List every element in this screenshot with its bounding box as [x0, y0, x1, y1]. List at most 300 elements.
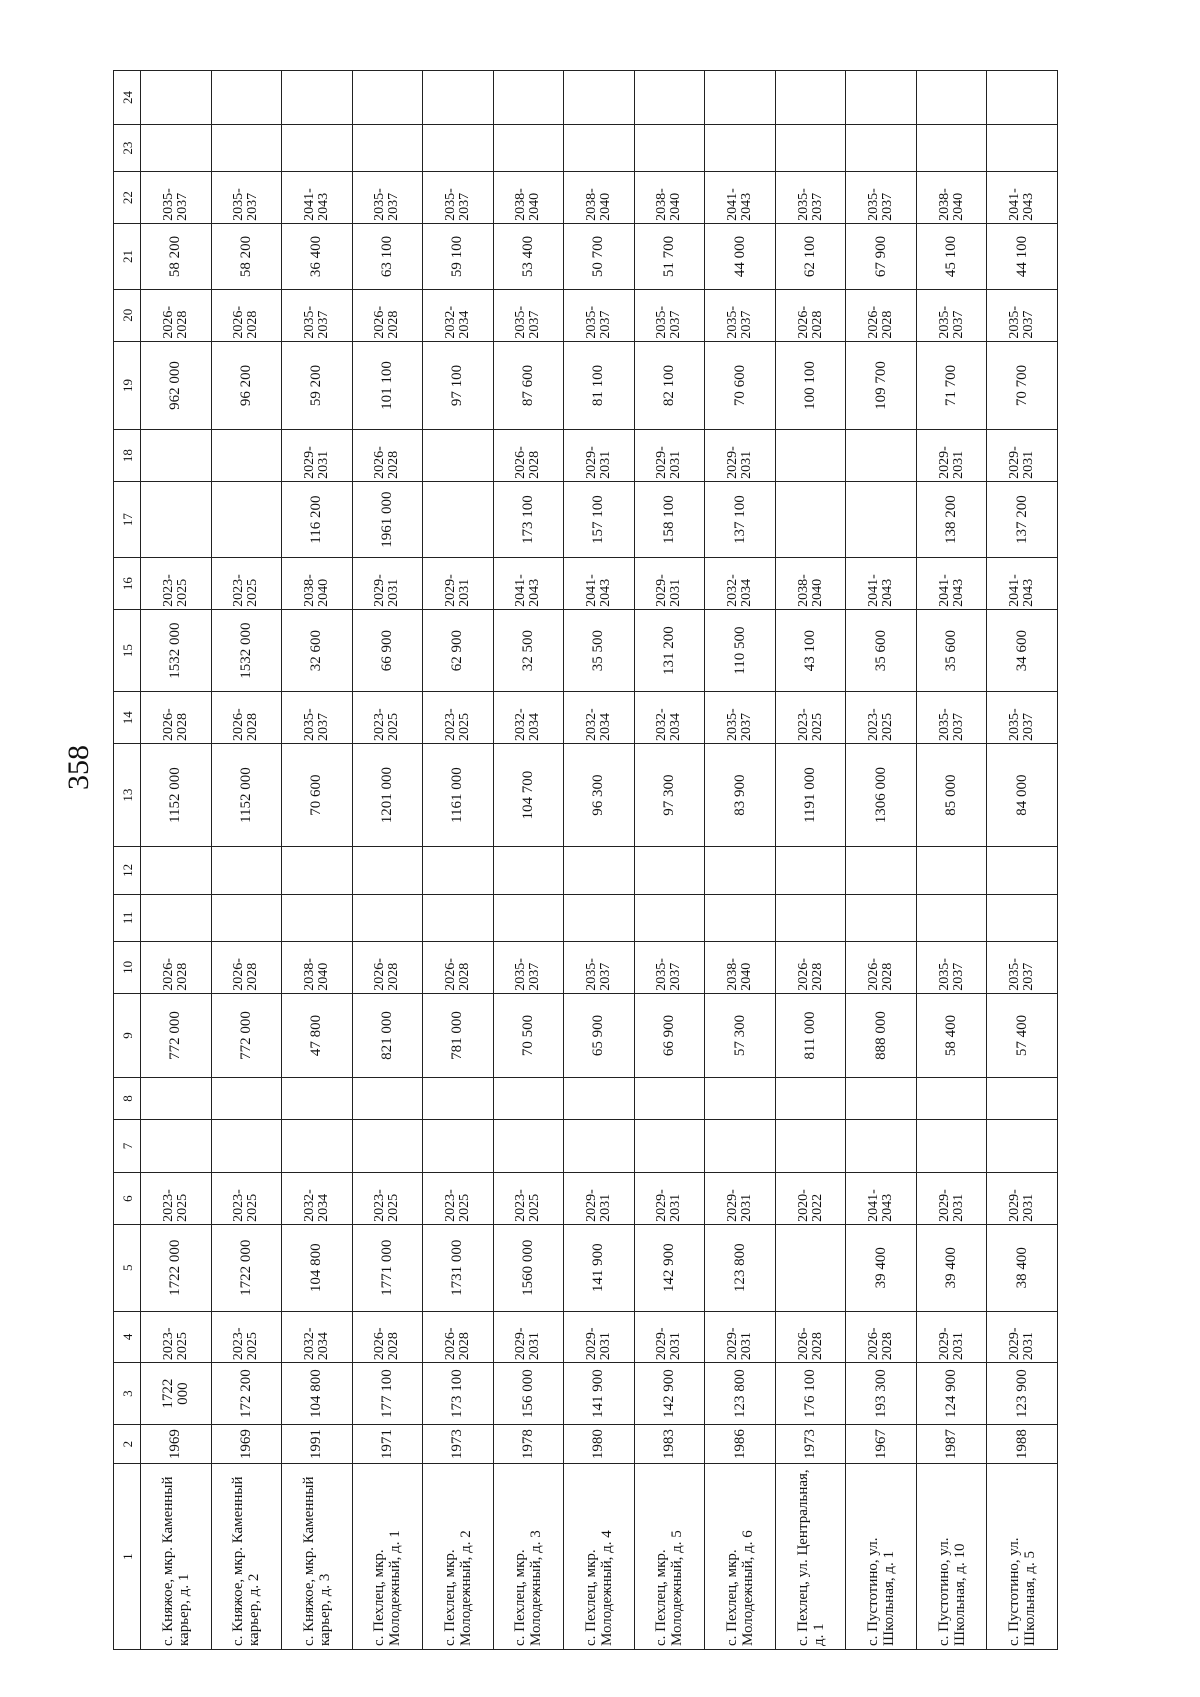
value-cell — [634, 1119, 705, 1173]
value-cell — [141, 1119, 212, 1173]
period-cell: 2029-2031 — [564, 430, 635, 482]
table-row — [423, 71, 494, 1650]
value-cell — [493, 71, 564, 125]
value-cell — [775, 481, 846, 557]
table-row — [634, 71, 705, 1650]
value-cell — [634, 124, 705, 171]
value-cell — [846, 1119, 917, 1173]
value-cell: 1978 — [493, 1425, 564, 1464]
value-cell — [282, 71, 353, 125]
value-cell — [987, 124, 1058, 171]
value-cell: 58 200 — [211, 223, 282, 289]
period-cell: 2029-2031 — [282, 430, 353, 482]
value-cell: 70 700 — [987, 341, 1058, 430]
value-cell: 36 400 — [282, 223, 353, 289]
period-cell: 2035-2037 — [564, 289, 635, 341]
period-cell: 2023-2025 — [423, 1173, 494, 1225]
value-cell: 138 200 — [916, 481, 987, 557]
period-cell: 2023-2025 — [846, 692, 917, 744]
value-cell: 962 000 — [141, 341, 212, 430]
value-cell — [423, 1078, 494, 1119]
value-cell: 47 800 — [282, 993, 353, 1078]
period-cell: 2023-2025 — [141, 1173, 212, 1225]
period-cell: 2035-2037 — [493, 942, 564, 994]
value-cell — [846, 124, 917, 171]
value-cell: 66 900 — [634, 993, 705, 1078]
table-row — [916, 71, 987, 1650]
value-cell: 96 200 — [211, 341, 282, 430]
period-cell: 2041-2043 — [493, 558, 564, 610]
value-cell: 1991 — [282, 1425, 353, 1464]
address-cell: с. Пустотино, ул. Школьная, д. 10 — [916, 1464, 987, 1650]
period-cell: 2041-2043 — [282, 172, 353, 224]
period-cell: 2032-2034 — [705, 558, 776, 610]
value-cell — [846, 1078, 917, 1119]
value-cell — [705, 894, 776, 941]
period-cell: 2026-2028 — [846, 942, 917, 994]
column-number: 6 — [114, 1173, 141, 1225]
value-cell: 65 900 — [564, 993, 635, 1078]
value-cell: 57 400 — [987, 993, 1058, 1078]
column-number: 13 — [114, 744, 141, 847]
period-cell: 2026-2028 — [775, 1311, 846, 1363]
period-cell: 2029-2031 — [634, 1173, 705, 1225]
value-cell: 142 900 — [634, 1363, 705, 1425]
period-cell: 2023-2025 — [775, 692, 846, 744]
value-cell — [564, 71, 635, 125]
value-cell — [352, 847, 423, 894]
value-cell — [705, 847, 776, 894]
value-cell — [352, 124, 423, 171]
period-cell: 2023-2025 — [141, 1311, 212, 1363]
value-cell: 50 700 — [564, 223, 635, 289]
value-cell: 1532 000 — [211, 609, 282, 692]
value-cell — [775, 71, 846, 125]
value-cell: 157 100 — [564, 481, 635, 557]
value-cell: 57 300 — [705, 993, 776, 1078]
period-cell: 2032-2034 — [282, 1173, 353, 1225]
period-cell: 2029-2031 — [352, 558, 423, 610]
period-cell: 2035-2037 — [282, 692, 353, 744]
value-cell — [211, 71, 282, 125]
value-cell: 53 400 — [493, 223, 564, 289]
value-cell: 104 700 — [493, 744, 564, 847]
value-cell — [564, 1119, 635, 1173]
period-cell: 2029-2031 — [987, 1311, 1058, 1363]
value-cell — [705, 1078, 776, 1119]
address-cell: с. Княжое, мкр. Каменный карьер, д. 1 — [141, 1464, 212, 1650]
value-cell — [352, 71, 423, 125]
value-cell: 101 100 — [352, 341, 423, 430]
period-cell: 2038-2040 — [916, 172, 987, 224]
value-cell: 137 100 — [705, 481, 776, 557]
value-cell: 82 100 — [634, 341, 705, 430]
column-number: 16 — [114, 558, 141, 610]
value-cell: 888 000 — [846, 993, 917, 1078]
column-number: 20 — [114, 289, 141, 341]
address-cell: с. Пехлец, мкр. Молодежный, д. 6 — [705, 1464, 776, 1650]
value-cell: 58 400 — [916, 993, 987, 1078]
value-cell: 38 400 — [987, 1224, 1058, 1311]
period-cell — [775, 430, 846, 482]
column-number: 5 — [114, 1224, 141, 1311]
table-row — [211, 71, 282, 1650]
value-cell: 173 100 — [493, 481, 564, 557]
period-cell: 2026-2028 — [846, 1311, 917, 1363]
period-cell — [846, 430, 917, 482]
period-cell: 2041-2043 — [987, 172, 1058, 224]
address-cell: с. Пехлец, мкр. Молодежный, д. 3 — [493, 1464, 564, 1650]
period-cell: 2035-2037 — [705, 692, 776, 744]
value-cell — [493, 1119, 564, 1173]
value-cell — [634, 894, 705, 941]
value-cell: 1152 000 — [211, 744, 282, 847]
value-cell: 1983 — [634, 1425, 705, 1464]
value-cell: 32 500 — [493, 609, 564, 692]
value-cell — [564, 1078, 635, 1119]
value-cell — [775, 124, 846, 171]
table-row — [141, 71, 212, 1650]
value-cell: 44 100 — [987, 223, 1058, 289]
table-row — [705, 71, 776, 1650]
address-cell: с. Пехлец, мкр. Молодежный, д. 4 — [564, 1464, 635, 1650]
address-cell: с. Пехлец, мкр. Молодежный, д. 5 — [634, 1464, 705, 1650]
period-cell: 2035-2037 — [987, 692, 1058, 744]
value-cell: 63 100 — [352, 223, 423, 289]
value-cell — [423, 481, 494, 557]
value-cell — [423, 71, 494, 125]
address-cell: с. Княжое, мкр. Каменный карьер, д. 2 — [211, 1464, 282, 1650]
rotated-table-container — [113, 70, 1058, 1650]
value-cell: 1722 000 — [211, 1224, 282, 1311]
value-cell: 39 400 — [916, 1224, 987, 1311]
period-cell: 2029-2031 — [916, 430, 987, 482]
period-cell: 2035-2037 — [916, 289, 987, 341]
period-cell: 2041-2043 — [846, 558, 917, 610]
value-cell: 58 200 — [141, 223, 212, 289]
value-cell — [141, 847, 212, 894]
value-cell — [775, 847, 846, 894]
period-cell: 2032-2034 — [282, 1311, 353, 1363]
value-cell: 70 500 — [493, 993, 564, 1078]
period-cell: 2041-2043 — [705, 172, 776, 224]
period-cell: 2026-2028 — [423, 942, 494, 994]
value-cell — [352, 894, 423, 941]
period-cell: 2038-2040 — [282, 558, 353, 610]
column-number: 2 — [114, 1425, 141, 1464]
value-cell — [211, 847, 282, 894]
value-cell — [423, 1119, 494, 1173]
value-cell: 116 200 — [282, 481, 353, 557]
value-cell: 137 200 — [987, 481, 1058, 557]
column-number: 1 — [114, 1464, 141, 1650]
value-cell: 1986 — [705, 1425, 776, 1464]
value-cell: 110 500 — [705, 609, 776, 692]
value-cell: 97 300 — [634, 744, 705, 847]
value-cell: 141 900 — [564, 1224, 635, 1311]
period-cell: 2038-2040 — [282, 942, 353, 994]
value-cell: 1961 000 — [352, 481, 423, 557]
value-cell: 81 100 — [564, 341, 635, 430]
value-cell — [846, 894, 917, 941]
period-cell: 2035-2037 — [634, 942, 705, 994]
value-cell: 131 200 — [634, 609, 705, 692]
value-cell: 70 600 — [705, 341, 776, 430]
column-number: 21 — [114, 223, 141, 289]
value-cell — [282, 124, 353, 171]
value-cell: 35 600 — [846, 609, 917, 692]
value-cell — [564, 124, 635, 171]
address-cell: с. Пехлец, ул. Центральная, д. 1 — [775, 1464, 846, 1650]
value-cell — [987, 1078, 1058, 1119]
table-row — [493, 71, 564, 1650]
value-cell — [916, 71, 987, 125]
value-cell: 96 300 — [564, 744, 635, 847]
period-cell: 2038-2040 — [564, 172, 635, 224]
value-cell: 100 100 — [775, 341, 846, 430]
value-cell: 104 800 — [282, 1224, 353, 1311]
column-number: 3 — [114, 1363, 141, 1425]
value-cell: 1969 — [141, 1425, 212, 1464]
value-cell: 1152 000 — [141, 744, 212, 847]
period-cell — [141, 430, 212, 482]
period-cell: 2023-2025 — [211, 558, 282, 610]
value-cell — [775, 1078, 846, 1119]
period-cell: 2023-2025 — [352, 1173, 423, 1225]
period-cell: 2035-2037 — [846, 172, 917, 224]
value-cell — [211, 1078, 282, 1119]
table-row — [282, 71, 353, 1650]
value-cell: 156 000 — [493, 1363, 564, 1425]
value-cell — [846, 71, 917, 125]
column-number: 14 — [114, 692, 141, 744]
value-cell — [916, 124, 987, 171]
period-cell: 2029-2031 — [705, 1311, 776, 1363]
period-cell: 2026-2028 — [775, 942, 846, 994]
value-cell: 39 400 — [846, 1224, 917, 1311]
value-cell — [775, 1119, 846, 1173]
column-number: 15 — [114, 609, 141, 692]
period-cell: 2038-2040 — [775, 558, 846, 610]
period-cell: 2035-2037 — [282, 289, 353, 341]
value-cell — [916, 1078, 987, 1119]
value-cell — [564, 894, 635, 941]
column-number: 8 — [114, 1078, 141, 1119]
value-cell: 1560 000 — [493, 1224, 564, 1311]
value-cell — [916, 894, 987, 941]
value-cell — [846, 847, 917, 894]
value-cell — [493, 1078, 564, 1119]
value-cell: 67 900 — [846, 223, 917, 289]
value-cell: 59 100 — [423, 223, 494, 289]
value-cell — [211, 481, 282, 557]
value-cell — [141, 71, 212, 125]
value-cell: 772 000 — [141, 993, 212, 1078]
period-cell: 2032-2034 — [564, 692, 635, 744]
period-cell: 2035-2037 — [987, 942, 1058, 994]
column-number-row — [114, 71, 141, 1650]
value-cell — [211, 124, 282, 171]
value-cell: 70 600 — [282, 744, 353, 847]
period-cell: 2041-2043 — [987, 558, 1058, 610]
value-cell: 1722 000 — [141, 1224, 212, 1311]
period-cell: 2035-2037 — [352, 172, 423, 224]
period-cell: 2032-2034 — [493, 692, 564, 744]
value-cell: 83 900 — [705, 744, 776, 847]
value-cell: 34 600 — [987, 609, 1058, 692]
period-cell: 2032-2034 — [634, 692, 705, 744]
value-cell — [141, 124, 212, 171]
value-cell — [211, 894, 282, 941]
value-cell: 1306 000 — [846, 744, 917, 847]
value-cell: 62 900 — [423, 609, 494, 692]
value-cell — [916, 847, 987, 894]
value-cell: 177 100 — [352, 1363, 423, 1425]
period-cell: 2020-2022 — [775, 1173, 846, 1225]
value-cell — [705, 1119, 776, 1173]
value-cell: 51 700 — [634, 223, 705, 289]
value-cell — [141, 894, 212, 941]
column-number: 22 — [114, 172, 141, 224]
value-cell: 158 100 — [634, 481, 705, 557]
period-cell: 2026-2028 — [352, 289, 423, 341]
table-row — [846, 71, 917, 1650]
value-cell — [493, 847, 564, 894]
value-cell — [634, 71, 705, 125]
value-cell: 1731 000 — [423, 1224, 494, 1311]
value-cell — [564, 847, 635, 894]
period-cell — [211, 430, 282, 482]
value-cell: 124 900 — [916, 1363, 987, 1425]
value-cell: 35 500 — [564, 609, 635, 692]
column-number: 4 — [114, 1311, 141, 1363]
page-number: 358 — [62, 745, 95, 790]
value-cell: 44 000 — [705, 223, 776, 289]
value-cell — [141, 1078, 212, 1119]
value-cell — [352, 1119, 423, 1173]
period-cell: 2029-2031 — [987, 1173, 1058, 1225]
value-cell: 43 100 — [775, 609, 846, 692]
period-cell: 2029-2031 — [493, 1311, 564, 1363]
column-number: 12 — [114, 847, 141, 894]
period-cell: 2041-2043 — [564, 558, 635, 610]
value-cell: 781 000 — [423, 993, 494, 1078]
period-cell: 2032-2034 — [423, 289, 494, 341]
value-cell: 1967 — [846, 1425, 917, 1464]
value-cell: 104 800 — [282, 1363, 353, 1425]
period-cell: 2035-2037 — [141, 172, 212, 224]
address-cell: с. Пехлец, мкр. Молодежный, д. 2 — [423, 1464, 494, 1650]
value-cell — [634, 847, 705, 894]
value-cell: 35 600 — [916, 609, 987, 692]
period-cell: 2035-2037 — [211, 172, 282, 224]
value-cell: 172 200 — [211, 1363, 282, 1425]
value-cell: 109 700 — [846, 341, 917, 430]
value-cell — [987, 71, 1058, 125]
value-cell: 32 600 — [282, 609, 353, 692]
value-cell — [705, 71, 776, 125]
value-cell: 1771 000 — [352, 1224, 423, 1311]
period-cell — [423, 430, 494, 482]
period-cell: 2026-2028 — [423, 1311, 494, 1363]
period-cell: 2029-2031 — [916, 1311, 987, 1363]
value-cell: 45 100 — [916, 223, 987, 289]
value-cell — [423, 847, 494, 894]
period-cell: 2035-2037 — [775, 172, 846, 224]
table-row — [352, 71, 423, 1650]
period-cell: 2035-2037 — [423, 172, 494, 224]
period-cell: 2026-2028 — [211, 289, 282, 341]
column-number: 23 — [114, 124, 141, 171]
value-cell — [141, 481, 212, 557]
value-cell: 772 000 — [211, 993, 282, 1078]
value-cell: 1722 000 — [141, 1363, 212, 1425]
value-cell: 1973 — [423, 1425, 494, 1464]
value-cell: 1201 000 — [352, 744, 423, 847]
period-cell: 2023-2025 — [211, 1173, 282, 1225]
value-cell: 62 100 — [775, 223, 846, 289]
column-number: 18 — [114, 430, 141, 482]
value-cell: 193 300 — [846, 1363, 917, 1425]
period-cell: 2035-2037 — [916, 942, 987, 994]
period-cell: 2038-2040 — [705, 942, 776, 994]
period-cell: 2029-2031 — [705, 430, 776, 482]
period-cell: 2035-2037 — [705, 289, 776, 341]
value-cell — [987, 847, 1058, 894]
period-cell: 2026-2028 — [775, 289, 846, 341]
period-cell: 2026-2028 — [493, 430, 564, 482]
value-cell: 1161 000 — [423, 744, 494, 847]
period-cell: 2029-2031 — [987, 430, 1058, 482]
period-cell: 2029-2031 — [705, 1173, 776, 1225]
period-cell: 2026-2028 — [352, 1311, 423, 1363]
period-cell: 2023-2025 — [352, 692, 423, 744]
address-cell: с. Княжое, мкр. Каменный карьер, д. 3 — [282, 1464, 353, 1650]
value-cell — [846, 481, 917, 557]
value-cell — [423, 894, 494, 941]
value-cell — [775, 1224, 846, 1311]
value-cell: 87 600 — [493, 341, 564, 430]
period-cell: 2038-2040 — [493, 172, 564, 224]
value-cell: 1191 000 — [775, 744, 846, 847]
period-cell: 2029-2031 — [634, 558, 705, 610]
period-cell: 2038-2040 — [634, 172, 705, 224]
period-cell: 2023-2025 — [211, 1311, 282, 1363]
value-cell — [211, 1119, 282, 1173]
period-cell: 2023-2025 — [141, 558, 212, 610]
value-cell: 176 100 — [775, 1363, 846, 1425]
period-cell: 2026-2028 — [352, 942, 423, 994]
value-cell — [493, 894, 564, 941]
table-row — [775, 71, 846, 1650]
value-cell: 84 000 — [987, 744, 1058, 847]
value-cell — [775, 894, 846, 941]
period-cell: 2041-2043 — [916, 558, 987, 610]
value-cell — [987, 1119, 1058, 1173]
value-cell: 173 100 — [423, 1363, 494, 1425]
value-cell — [987, 894, 1058, 941]
table-body — [114, 71, 1058, 1650]
value-cell — [282, 894, 353, 941]
period-cell: 2026-2028 — [141, 692, 212, 744]
value-cell — [423, 124, 494, 171]
period-cell: 2029-2031 — [916, 1173, 987, 1225]
column-number: 11 — [114, 894, 141, 941]
period-cell: 2035-2037 — [564, 942, 635, 994]
value-cell: 1973 — [775, 1425, 846, 1464]
period-cell: 2041-2043 — [846, 1173, 917, 1225]
period-cell: 2029-2031 — [423, 558, 494, 610]
